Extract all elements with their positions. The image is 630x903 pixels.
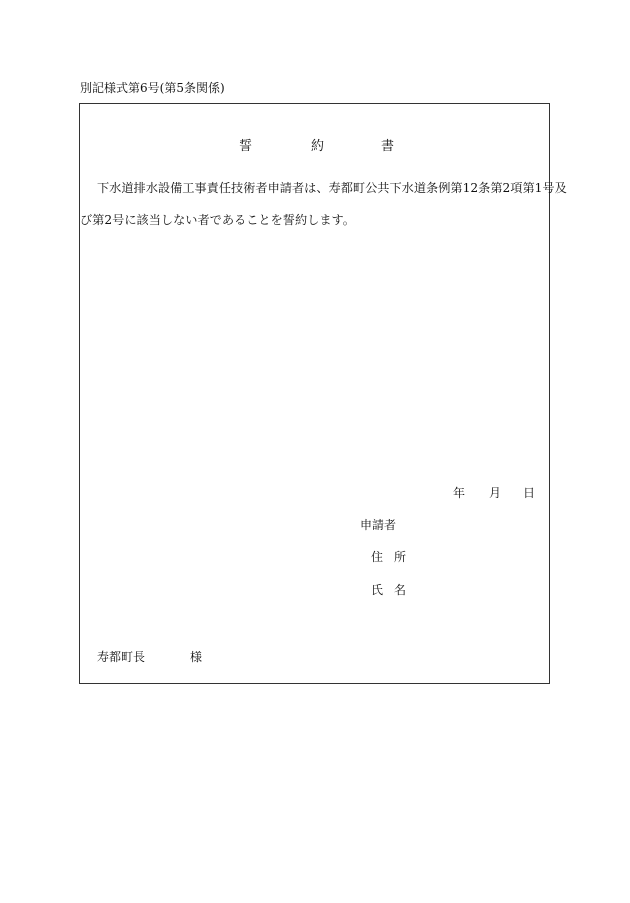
date-month-label: 月 xyxy=(489,486,502,500)
pledge-text-line-1: 下水道排水設備工事責任技術者申請者は、寿都町公共下水道条例第12条第2項第1号及 xyxy=(97,181,567,195)
addressee-honorific: 様 xyxy=(190,650,203,664)
date-year-label: 年 xyxy=(453,486,466,500)
address-label: 住所 xyxy=(371,550,418,564)
title-char-3: 書 xyxy=(381,139,395,154)
title-char-2: 約 xyxy=(311,139,325,154)
applicant-label: 申請者 xyxy=(360,518,397,532)
name-label: 氏名 xyxy=(371,583,418,597)
pledge-text-line-2: び第2号に該当しない者であることを誓約します。 xyxy=(80,213,355,227)
form-number-label: 別記様式第6号(第5条関係) xyxy=(80,81,225,95)
addressee-mayor: 寿都町長 xyxy=(97,650,146,664)
title-char-1: 誓 xyxy=(239,139,253,154)
date-day-label: 日 xyxy=(523,486,536,500)
